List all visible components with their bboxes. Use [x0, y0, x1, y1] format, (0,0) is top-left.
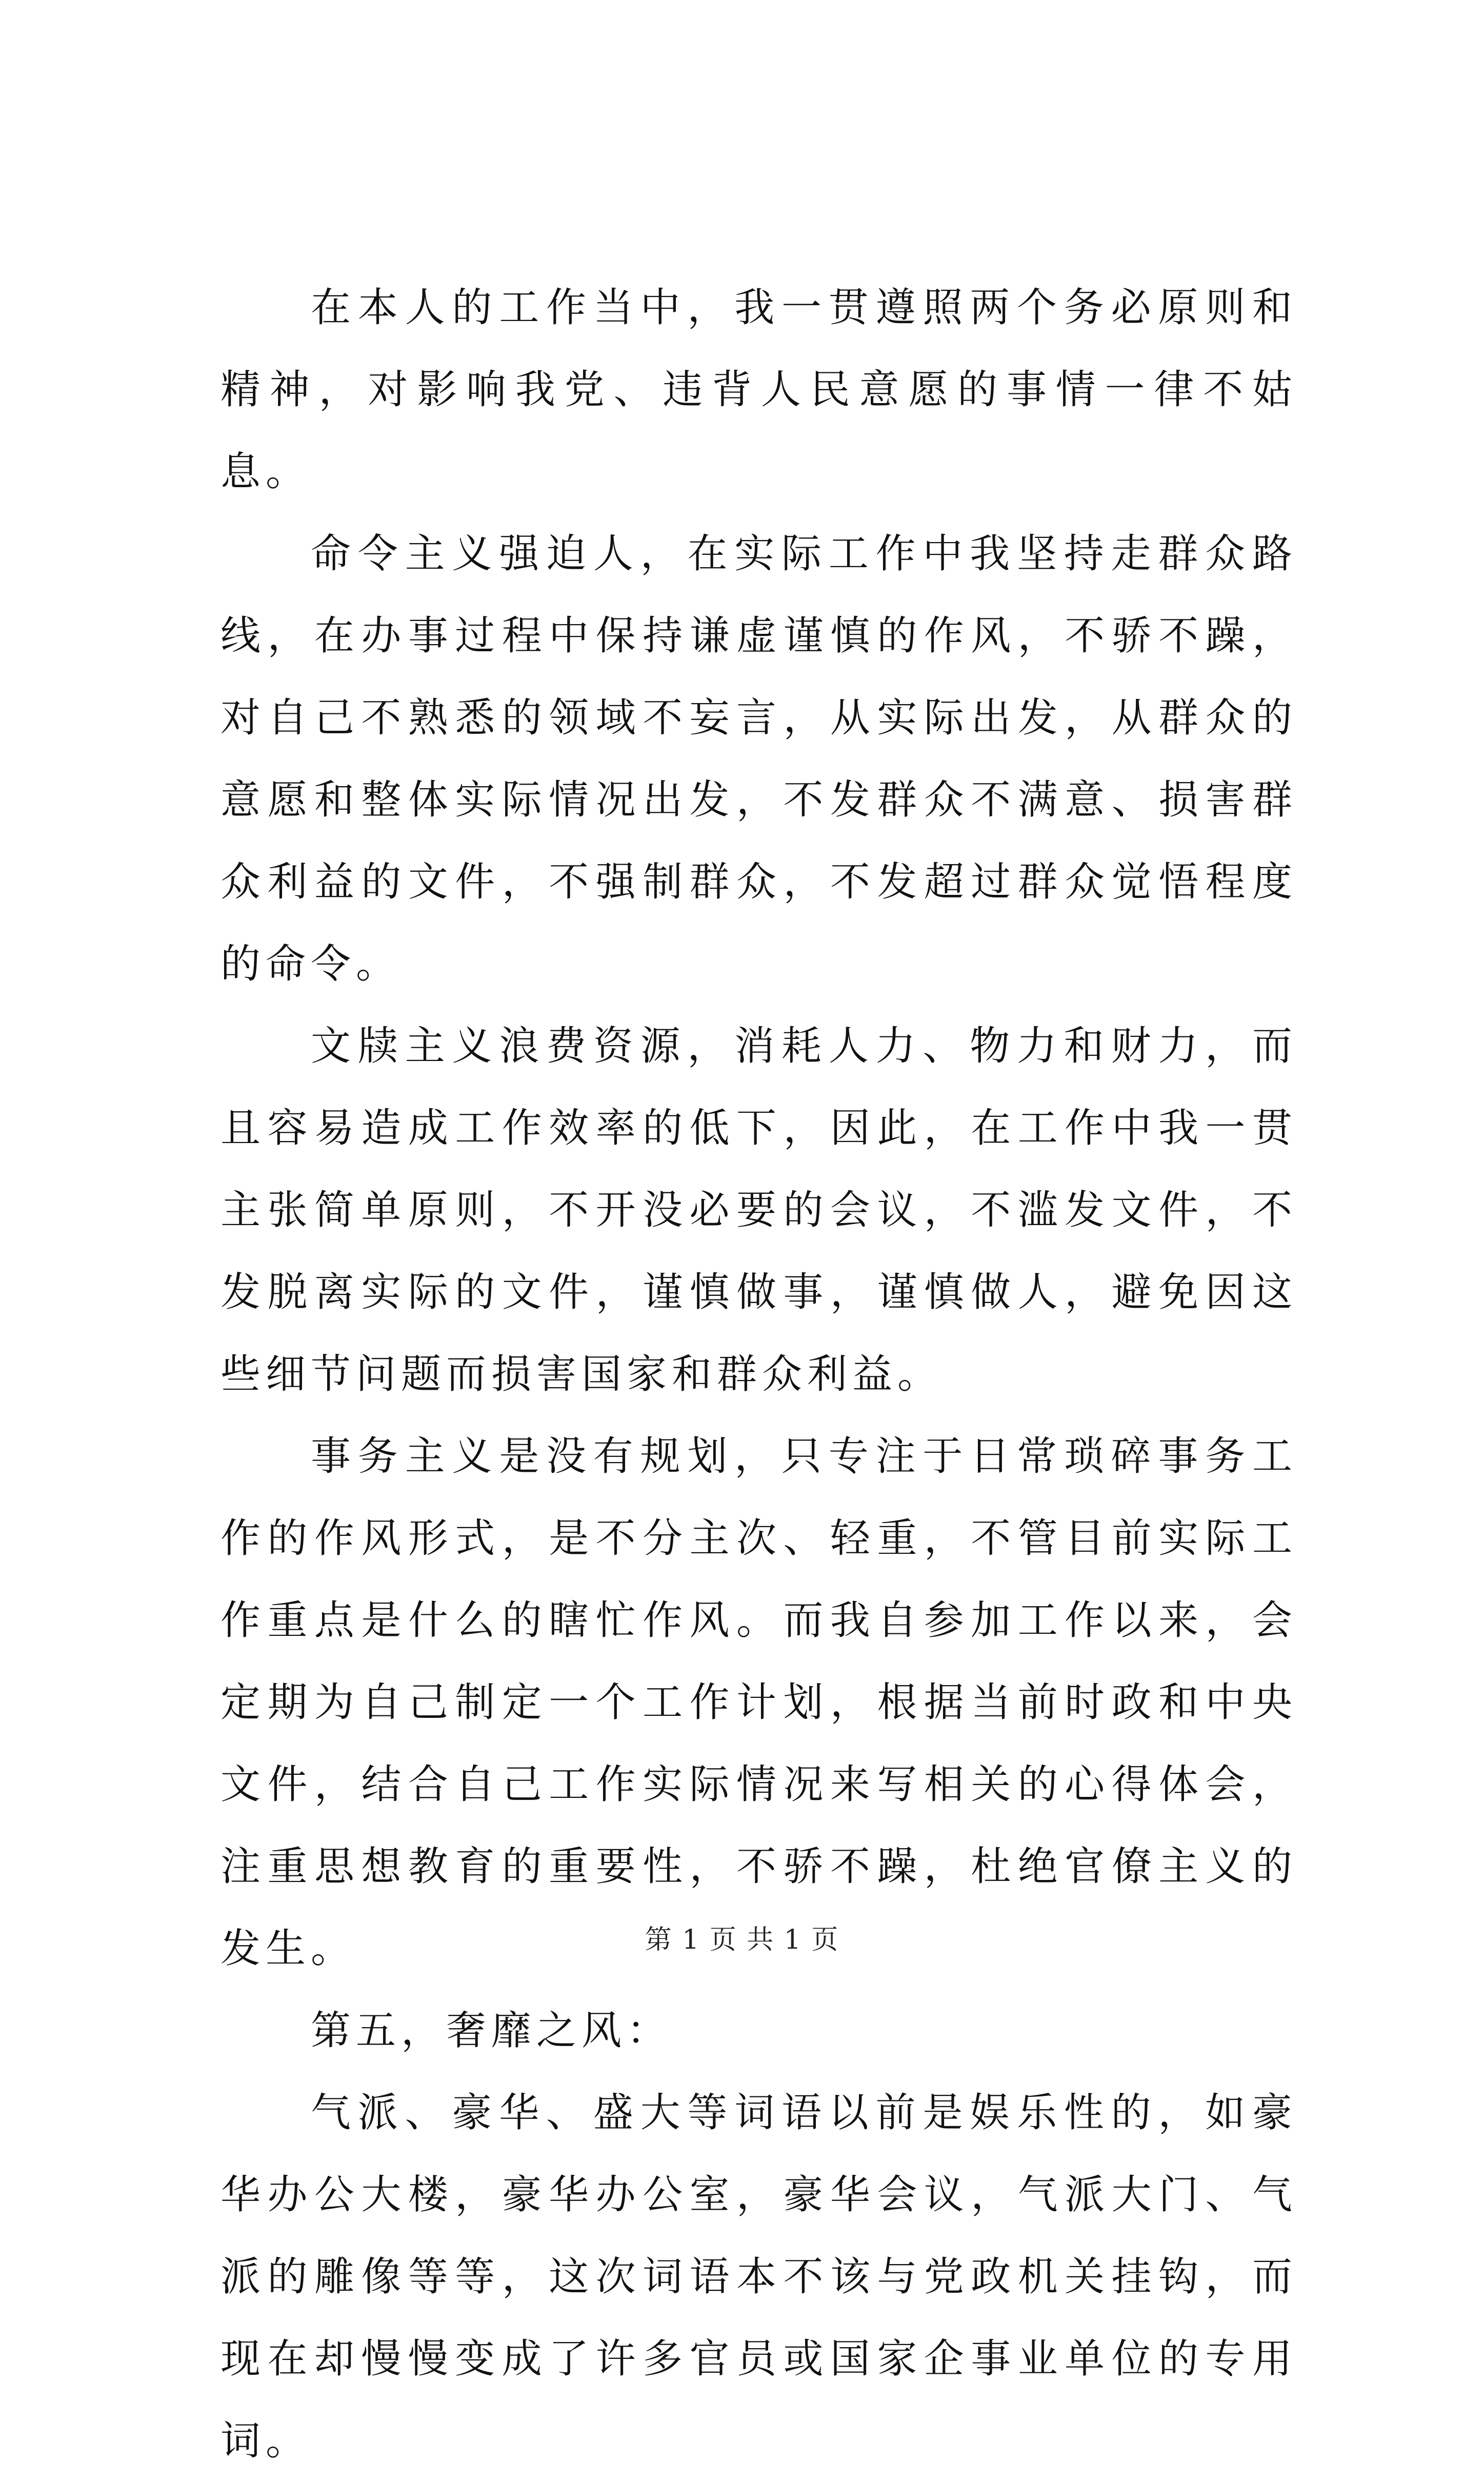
page-number-footer: 第 1 页 共 1 页 [645, 1925, 839, 1955]
paragraph-1: 在本人的工作当中，我一贯遵照两个务必原则和精神，对影响我党、违背人民意愿的事情一律不姑息。 [220, 285, 1297, 495]
paragraph-2: 命令主义强迫人，在实际工作中我坚持走群众路线，在办事过程中保持谦虚谨慎的作风，不骄不躁，对自己不熟悉的领域不妄言，从实际出发，从群众的意愿和整体实际情况出发，不发群众不满意、损害群众利益的文件，不强制群众，不发超过群众觉悟程度的命令。 [220, 531, 1297, 987]
section-heading: 第五，奢靡之风： [311, 2008, 672, 2054]
paragraph-3: 文牍主义浪费资源，消耗人力、物力和财力，而且容易造成工作效率的低下，因此，在工作中我一贯主张简单原则，不开没必要的会议，不滥发文件，不发脱离实际的文件，谨慎做事，谨慎做人，避免因这些细节问题而损害国家和群众利益。 [220, 1023, 1297, 1397]
paragraph-4: 事务主义是没有规划，只专注于日常琐碎事务工作的作风形式，是不分主次、轻重，不管目前实际工作重点是什么的瞎忙作风。而我自参加工作以来，会定期为自己制定一个工作计划，根据当前时政和中央文件，结合自己工作实际情况来写相关的心得体会，注重思想教育的重要性，不骄不躁，杜绝官僚主义的发生。 [220, 1433, 1297, 1972]
document-body [220, 267, 1297, 2482]
paragraph-5: 气派、豪华、盛大等词语以前是娱乐性的，如豪华办公大楼，豪华办公室，豪华会议，气派大门、气派的雕像等等，这次词语本不该与党政机关挂钩，而现在却慢慢变成了许多官员或国家企事业单位的专用词。 [220, 2090, 1297, 2464]
